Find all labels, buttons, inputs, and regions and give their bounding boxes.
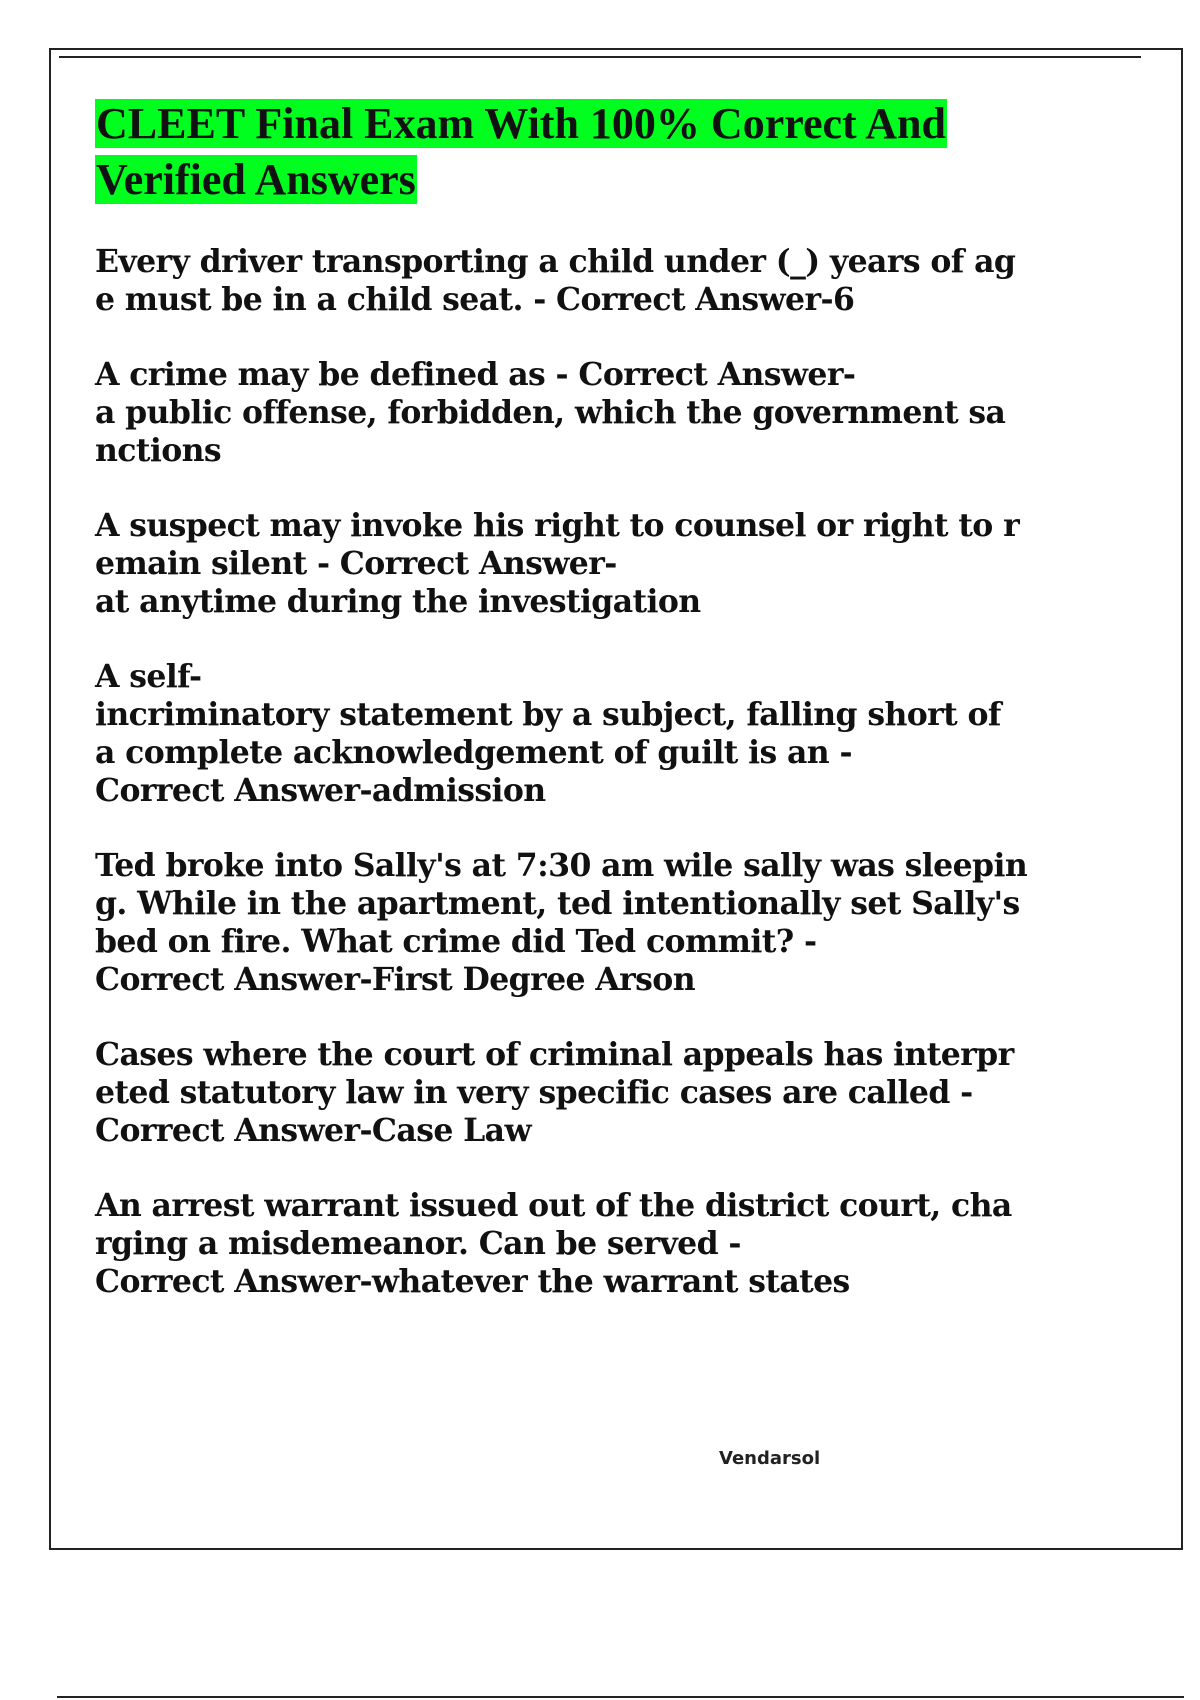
title-highlight: CLEET Final Exam With 100% Correct And Verified Answers [96,99,946,204]
qa-item: A self- incriminatory statement by a subject, falling short of a complete acknowledgement of guilt is an - Correct Answer-admission [95,658,1001,809]
qa-item: Every driver transporting a child under (_) years of ag e must be in a child seat. - Correct Answer-6 [95,243,1016,318]
qa-item: An arrest warrant issued out of the district court, cha rging a misdemeanor. Can be served - Correct Answer-whatever the warrant states [95,1187,1012,1300]
qa-item: Cases where the court of criminal appeals has interpr eted statutory law in very specific cases are called - Correct Answer-Case Law [95,1036,1014,1149]
qa-item: Ted broke into Sally's at 7:30 am wile sally was sleepin g. While in the apartment, ted intentionally set Sally's bed on fire. What crime did Ted commit? - Correct Answer-First Degree Arson [95,847,1028,998]
qa-item: A crime may be defined as - Correct Answer- a public offense, forbidden, which the government sa nctions [95,356,1006,469]
qa-item: A suspect may invoke his right to counsel or right to r emain silent - Correct Answer- at anytime during the investigation [95,507,1020,620]
top-rule [59,56,1141,58]
footer-author: Vendarsol [719,1448,821,1469]
qa-list [95,243,1055,1338]
bottom-rule [57,1696,1184,1698]
document-title [95,96,1055,208]
